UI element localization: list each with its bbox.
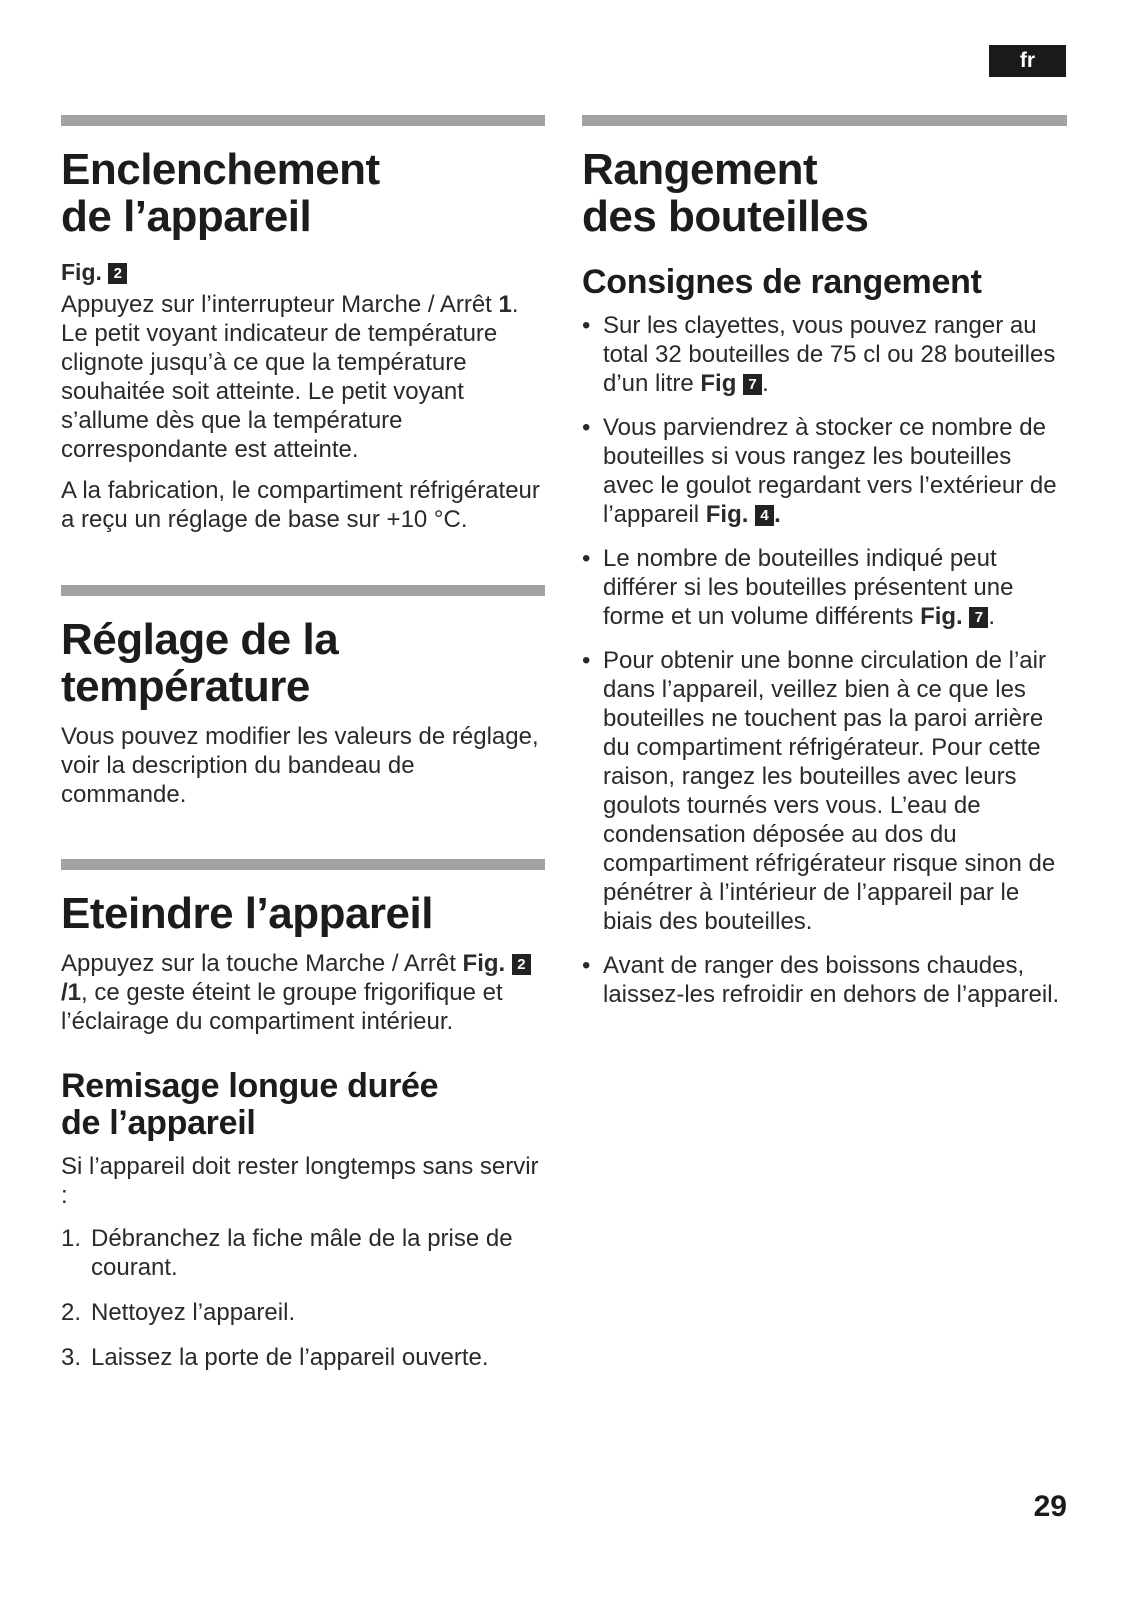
paragraph: A la fabrication, le compartiment réfrigérateur a reçu un réglage de base sur +10 °C.: [61, 477, 540, 533]
figure-number-box: 7: [969, 607, 988, 628]
paragraph: Appuyez sur la touche Marche / Arrêt Fig. 2/1, ce geste éteint le groupe frigorifique et l’éclairage du compartiment intérieur.: [61, 949, 545, 1036]
paragraph: Si l’appareil doit rester longtemps sans servir :: [61, 1153, 539, 1209]
section-rule: [61, 585, 545, 596]
section-title-rangement: Rangement des bouteilles: [582, 145, 869, 241]
subsection-title-remisage: Remisage longue durée de l’appareil: [61, 1067, 439, 1142]
steps-list: [61, 1224, 545, 1372]
list-item: • Sur les clayettes, vous pouvez ranger au total 32 bouteilles de 75 cl ou 28 bouteilles d’un litre Fig 7 .: [582, 311, 1067, 398]
figure-number-box: 7: [743, 374, 762, 395]
paragraph: Appuyez sur l’interrupteur Marche / Arrêt 1. Le petit voyant indicateur de température clignote jusqu’à ce que la température souhaitée soit atteinte. Le petit voyant s’allume dès que la température correspondante est atteinte.: [61, 291, 519, 463]
list-item: • Avant de ranger des boissons chaudes, laissez-les refroidir en dehors de l’appareil.: [582, 951, 1067, 1009]
figure-number-box: 2: [108, 263, 127, 284]
paragraph: Vous pouvez modifier les valeurs de réglage, voir la description du bandeau de commande.: [61, 723, 539, 808]
section-rule: [582, 115, 1067, 126]
list-item: 1. Débranchez la fiche mâle de la prise de courant.: [61, 1225, 513, 1281]
left-column: [61, 115, 545, 1388]
figure-number-box: 2: [512, 954, 531, 975]
list-item: 2. Nettoyez l’appareil.: [61, 1299, 296, 1326]
language-tab: fr: [989, 45, 1066, 77]
section-title-reglage: Réglage de la température: [61, 615, 339, 711]
section-title-enclenchement: Enclenchement de l’appareil: [61, 145, 380, 241]
list-item: 3. Laissez la porte de l’appareil ouverte.: [61, 1344, 489, 1371]
figure-number-box: 4: [755, 505, 774, 526]
section-title-eteindre: Eteindre l’appareil: [61, 889, 433, 938]
right-column: [582, 115, 1067, 1024]
subsection-title-consignes: Consignes de rangement: [582, 263, 982, 301]
list-item: • Vous parviendrez à stocker ce nombre de bouteilles si vous rangez les bouteilles avec le goulot regardant vers l’extérieur de l’appareil Fig. 4 .: [582, 413, 1067, 529]
list-item: • Le nombre de bouteilles indiqué peut différer si les bouteilles présentent une forme et un volume différents Fig. 7 .: [582, 544, 1067, 631]
bullet-list: [582, 311, 1067, 1009]
section-rule: [61, 115, 545, 126]
page-number: 29: [1033, 1490, 1067, 1523]
figure-reference: Fig. 2: [61, 258, 545, 287]
section-rule: [61, 859, 545, 870]
list-item: • Pour obtenir une bonne circulation de l’air dans l’appareil, veillez bien à ce que les bouteilles ne touchent pas la paroi arrière du compartiment réfrigérateur. Pour cette raison, rangez les bouteilles avec leurs goulots tournés vers vous. L’eau de condensation déposée au dos du compartiment réfrigérateur risque sinon de pénétrer à l’intérieur de l’appareil par le biais des bouteilles.: [582, 646, 1067, 936]
